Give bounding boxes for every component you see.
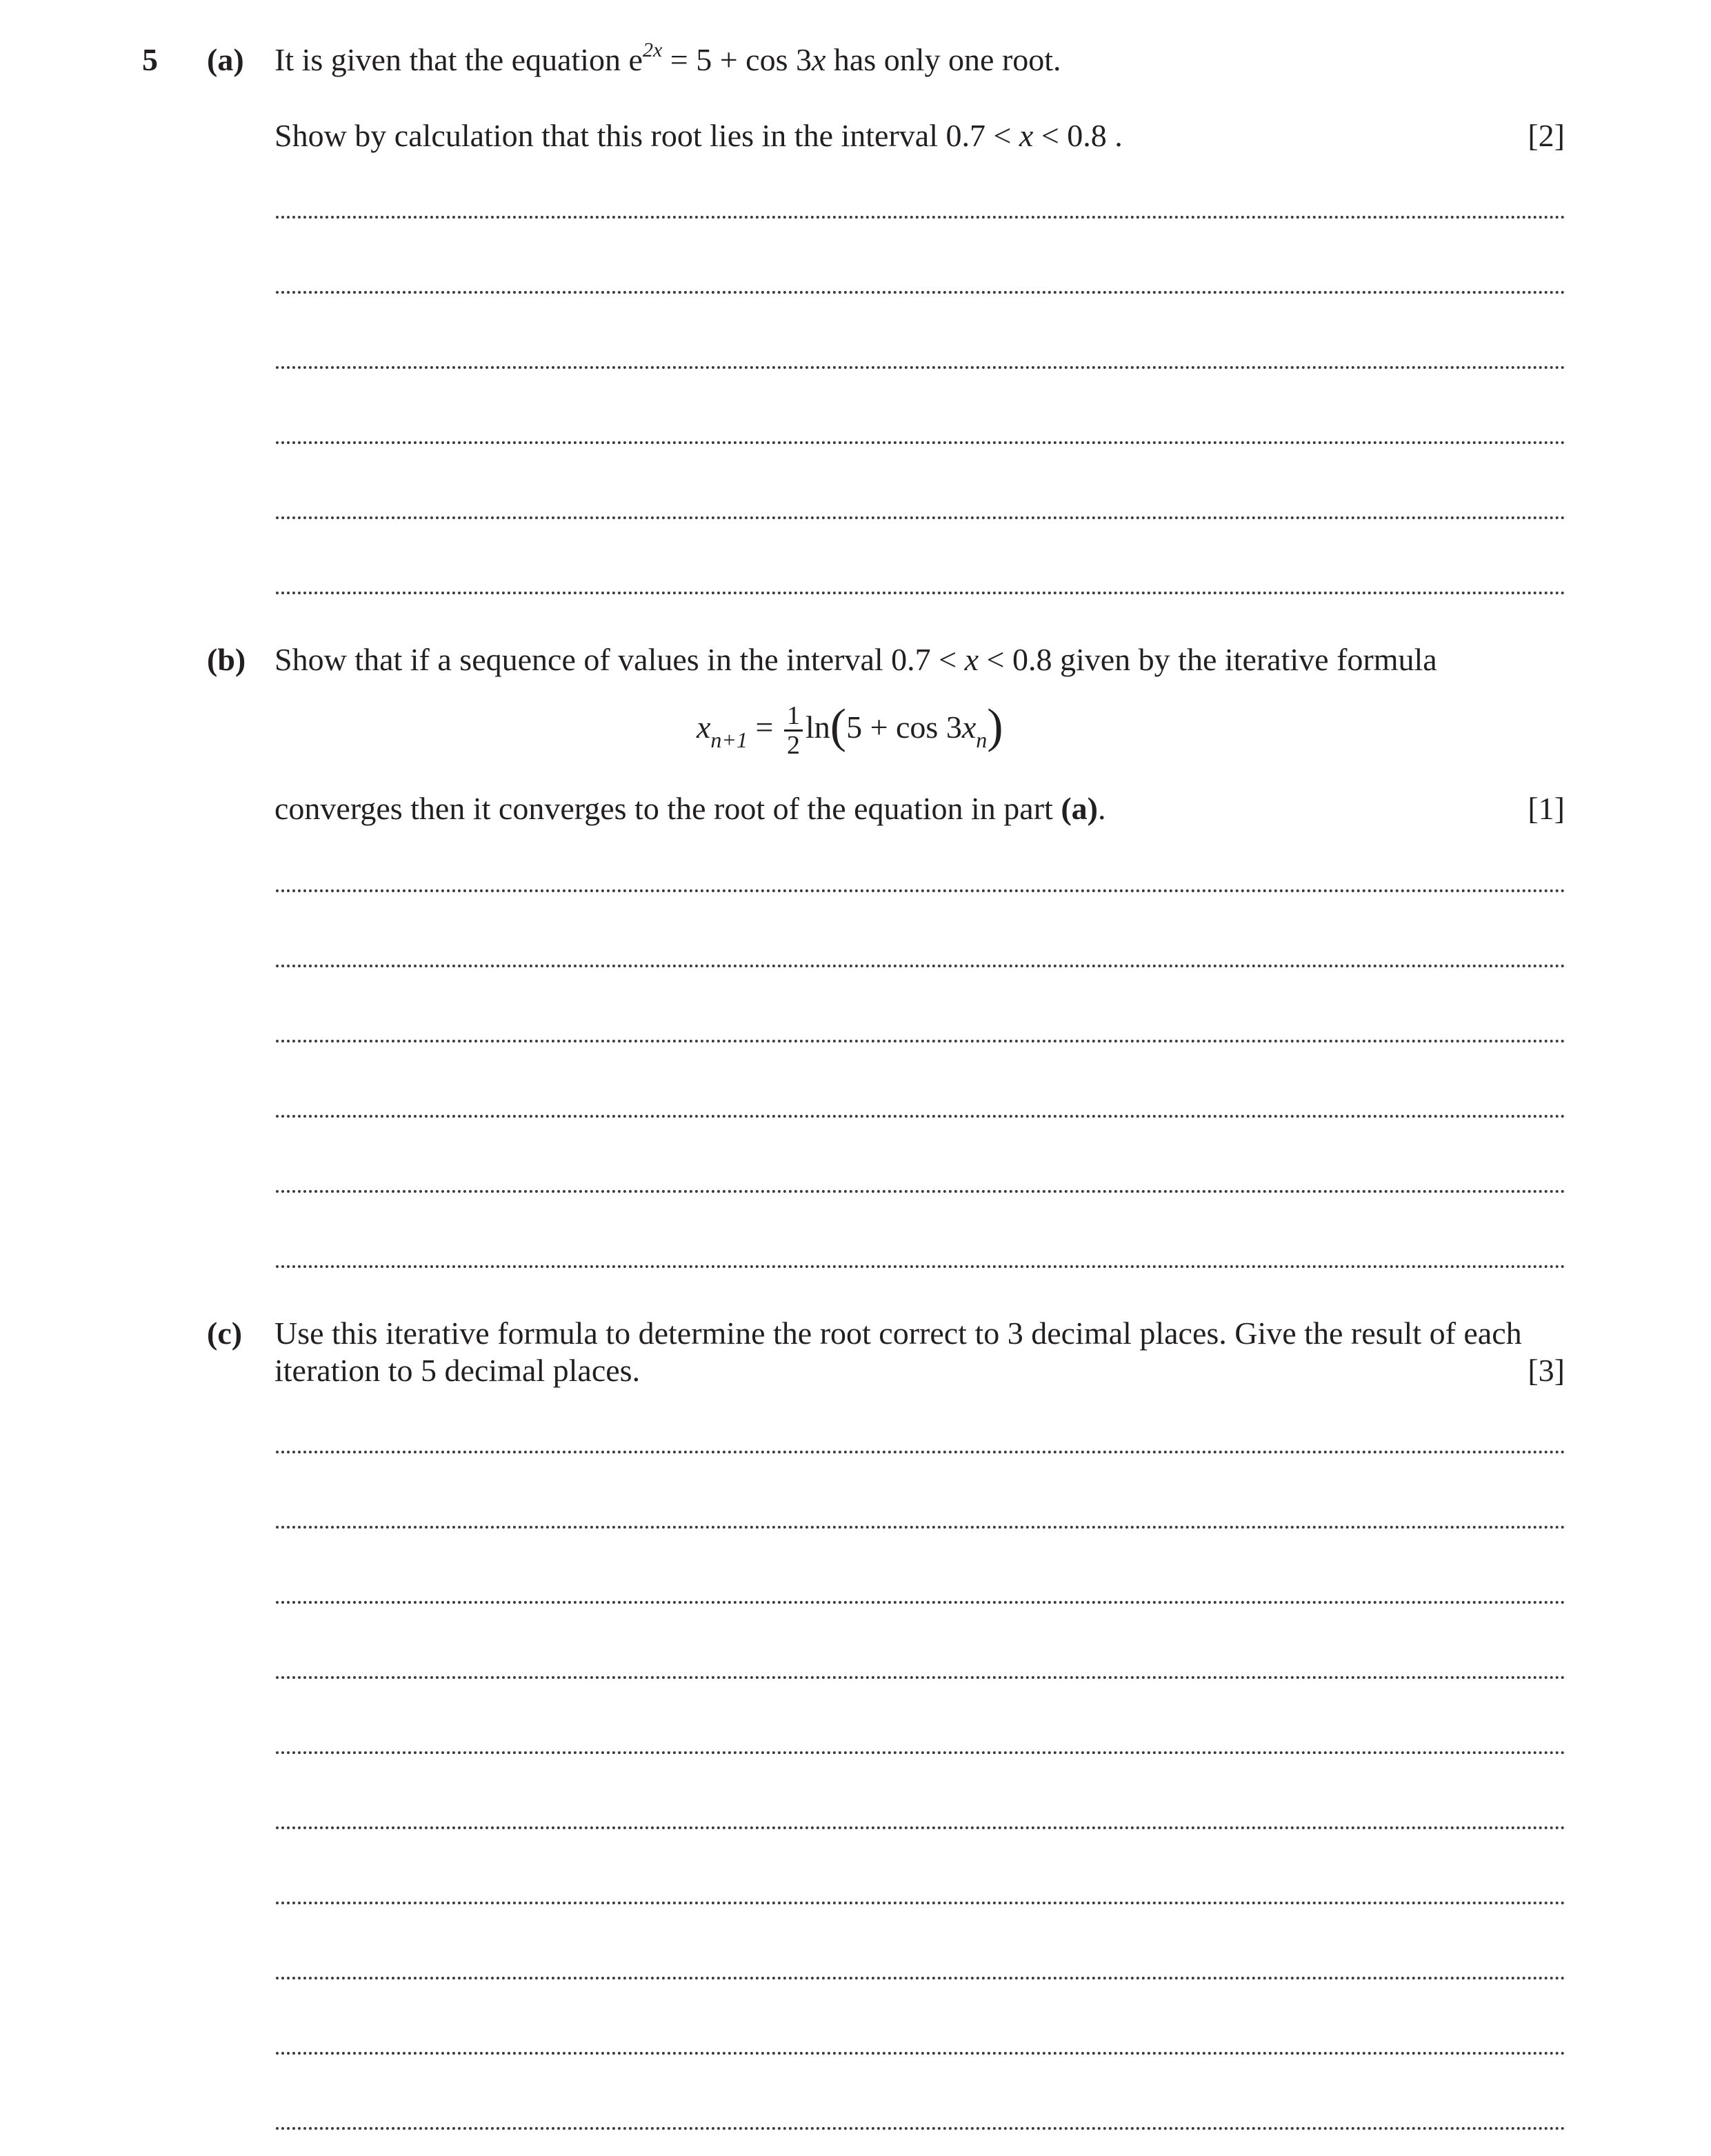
part-a-stem xyxy=(274,41,1061,83)
answer-line[interactable] xyxy=(276,965,1565,967)
answer-line[interactable] xyxy=(276,366,1565,369)
part-a-stem-eq: = 5 + cos 3 xyxy=(662,42,812,77)
formula-lhs-subscript: n+1 xyxy=(710,727,748,753)
part-a-instruction-suffix: < 0.8 . xyxy=(1033,118,1123,153)
part-a-instruction-var: x xyxy=(1019,118,1034,153)
part-a-stem-var: x xyxy=(812,42,826,77)
answer-line[interactable] xyxy=(276,1902,1565,1904)
part-b-conclusion-suffix: . xyxy=(1097,791,1106,826)
part-b-conclusion-ref: (a) xyxy=(1061,791,1098,826)
answer-line[interactable] xyxy=(276,2127,1565,2130)
part-b-marks: [1] xyxy=(1528,791,1565,826)
part-a-label: (a) xyxy=(207,42,244,77)
part-c-label: (c) xyxy=(207,1316,243,1351)
answer-line[interactable] xyxy=(276,1115,1565,1118)
iterative-formula xyxy=(697,702,1003,759)
answer-line[interactable] xyxy=(276,216,1565,219)
part-b-stem xyxy=(274,641,1437,678)
formula-function: ln xyxy=(805,709,830,745)
formula-fraction xyxy=(784,702,803,759)
part-a-stem-suffix: has only one root. xyxy=(826,42,1061,77)
question-number: 5 xyxy=(142,42,158,77)
answer-line[interactable] xyxy=(276,1601,1565,1604)
formula-inner-var: x xyxy=(961,709,977,745)
answer-line[interactable] xyxy=(276,291,1565,294)
answer-line[interactable] xyxy=(276,1826,1565,1829)
answer-line[interactable] xyxy=(276,1676,1565,1679)
part-c-line1: Use this iterative formula to determine the root correct to 3 decimal places. Give the result of each xyxy=(274,1316,1522,1351)
formula-fraction-numerator: 1 xyxy=(784,702,803,732)
part-a-stem-prefix: It is given that the equation e xyxy=(274,42,643,77)
formula-lhs-var: x xyxy=(697,709,711,745)
part-a-instruction-prefix: Show by calculation that this root lies in the interval 0.7 < xyxy=(274,118,1019,153)
part-a-marks: [2] xyxy=(1528,118,1565,153)
formula-equals: = xyxy=(755,709,774,745)
answer-line[interactable] xyxy=(276,1977,1565,1979)
formula-inner-subscript: n xyxy=(976,727,988,753)
part-c-line2: iteration to 5 decimal places. xyxy=(274,1353,641,1388)
answer-line[interactable] xyxy=(276,441,1565,444)
part-a-stem-exponent: 2x xyxy=(642,39,663,61)
answer-line[interactable] xyxy=(276,1451,1565,1453)
part-b-stem-suffix: < 0.8 given by the iterative formula xyxy=(979,642,1437,677)
part-b-stem-var: x xyxy=(964,642,979,677)
answer-line[interactable] xyxy=(276,1040,1565,1042)
formula-fraction-denominator: 2 xyxy=(786,731,800,760)
part-b-label: (b) xyxy=(207,642,246,677)
part-c-marks: [3] xyxy=(1528,1353,1565,1388)
formula-close-paren: ) xyxy=(987,700,1003,754)
part-a-instruction xyxy=(274,117,1123,154)
answer-line[interactable] xyxy=(276,516,1565,519)
answer-line[interactable] xyxy=(276,2052,1565,2055)
formula-inner-prefix: 5 + cos 3 xyxy=(846,709,962,745)
answer-line[interactable] xyxy=(276,1190,1565,1193)
answer-line[interactable] xyxy=(276,1751,1565,1754)
part-b-conclusion-prefix: converges then it converges to the root of the equation in part xyxy=(274,791,1061,826)
answer-line[interactable] xyxy=(276,889,1565,892)
answer-line[interactable] xyxy=(276,592,1565,594)
answer-line[interactable] xyxy=(276,1265,1565,1268)
formula-open-paren: ( xyxy=(830,700,847,754)
answer-line[interactable] xyxy=(276,1526,1565,1529)
part-b-stem-prefix: Show that if a sequence of values in the interval 0.7 < xyxy=(274,642,965,677)
part-b-conclusion xyxy=(274,790,1105,827)
